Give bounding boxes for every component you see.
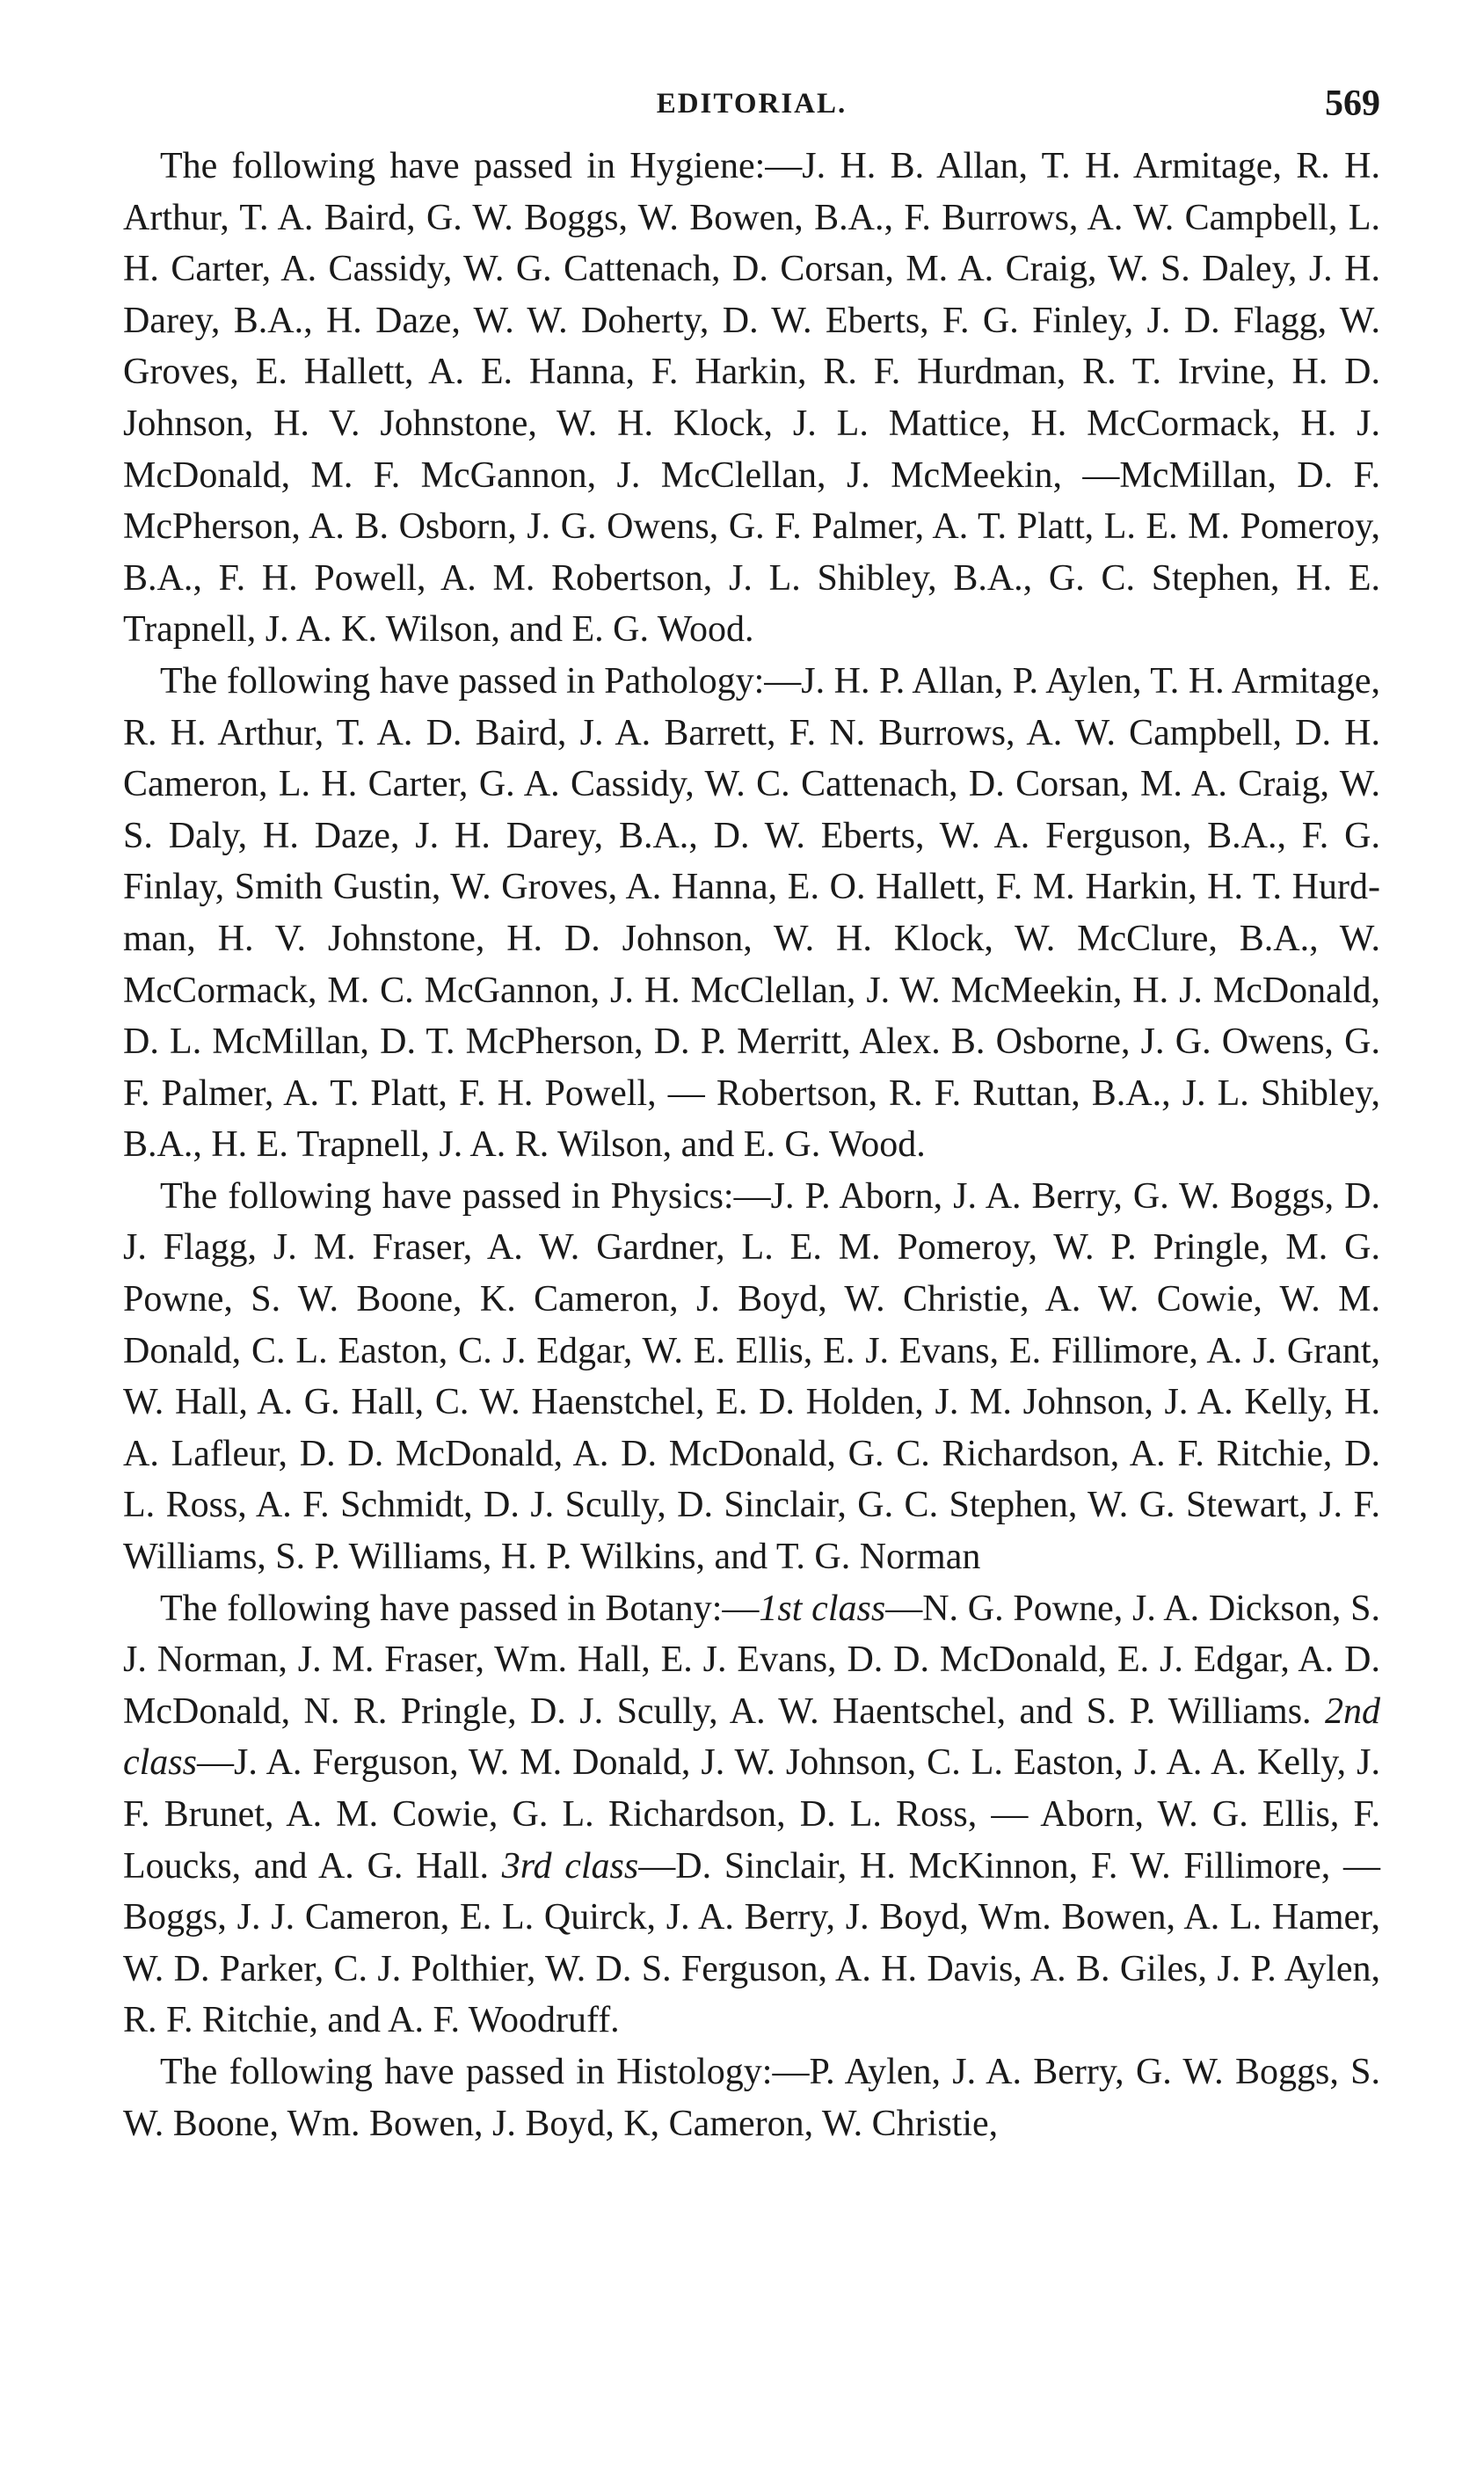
pathology-pass-list: The following have passed in Pathology:—J. H. P. Allan, P. Aylen, T. H. Armitage, R. H. Arthur, T. A. D. Baird, J. A. Barrett, F. N. Burrows, A. W. Campbell, D. H. Cameron, L. H. Carter, G. A. Cassidy, W. C. Cattenach, D. Corsan, M. A. Craig, W. S. Daly, H. Daze, J. H. Darey, B.A., D. W. Eberts, W. A. Ferguson, B.A., F. G. Finlay, Smith Gustin, W. Groves, A. Hanna, E. O. Hallett, F. M. Harkin, H. T. Hurdman, H. V. Johnstone, H. D. Johnson, W. H. Klock, W. McClure, B.A., W. McCormack, M. C. McGannon, J. H. McClellan, J. W. McMeekin, H. J. McDonald, D. L. McMillan, D. T. McPherson, D. P. Merritt, Alex. B. Osborne, J. G. Owens, G. F. Palmer, A. T. Platt, F. H. Powell, — Robertson, R. F. Ruttan, B.A., J. L. Shibley, B.A., H. E. Trapnell, J. A. R. Wilson, and E. G. Wood. bbox=[123, 660, 1380, 1166]
botany-pass-list bbox=[123, 1583, 1380, 2047]
botany-second-class-label: 2nd class bbox=[123, 1690, 1380, 1784]
physics-pass-list: The following have passed in Physics:—J. P. Aborn, J. A. Berry, G. W. Boggs, D. J. Flagg, J. M. Fraser, A. W. Gardner, L. E. M. Pomeroy, W. P. Pringle, M. G. Powne, S. W. Boone, K. Cameron, J. Boyd, W. Christie, A. W. Cowie, W. M. Donald, C. L. Easton, C. J. Edgar, W. E. Ellis, E. J. Evans, E. Fillimore, A. J. Grant, W. Hall, A. G. Hall, C. W. Haenstchel, E. D. Holden, J. M. Johnson, J. A. Kelly, H. A. Lafleur, D. D. McDonald, A. D. McDonald, G. C. Richardson, A. F. Ritchie, D. L. Ross, A. F. Schmidt, D. J. Scully, D. Sinclair, G. C. Stephen, W. G. Stewart, J. F. Williams, S. P. Williams, H. P. Wilkins, and T. G. Norman bbox=[123, 1175, 1380, 1578]
botany-third-class-names: —D. Sinclair, H. McKinnon, F. W. Fillimore, — Boggs, J. J. Cameron, E. L. Quirck, J. A. Berry, J. Boyd, Wm. Bowen, A. L. Hamer, W. D. Parker, C. J. Polthier, W. D. S. Ferguson, A. H. Davis, A. B. Giles, J. P. Aylen, R. F. Ritchie, and A. F. Woodruff. bbox=[123, 1845, 1380, 2041]
histology-pass-list: The following have passed in Histology:—P. Aylen, J. A. Berry, G. W. Boggs, S. W. Boone, Wm. Bowen, J. Boyd, K, Cameron, W. Christie, bbox=[123, 2051, 1380, 2144]
page bbox=[123, 79, 1380, 2149]
page-number: 569 bbox=[1325, 84, 1380, 124]
running-title: EDITORIAL. bbox=[656, 88, 847, 120]
botany-second-class-names: —J. A. Ferguson, W. M. Donald, J. W. Johnson, C. L. Easton, J. A. A. Kelly, J. F. Brunet, A. M. Cowie, G. L. Richardson, D. L. Ross, — Aborn, W. G. Ellis, F. Loucks, and A. G. Hall. bbox=[123, 1742, 1380, 1887]
hygiene-pass-list: The following have passed in Hygiene:—J. H. B. Allan, T. H. Armitage, R. H. Arthur, T. A. Baird, G. W. Boggs, W. Bowen, B.A., F. Burrows, A. W. Campbell, L. H. Carter, A. Cassidy, W. G. Cattenach, D. Corsan, M. A. Craig, W. S. Daley, J. H. Darey, B.A., H. Daze, W. W. Doherty, D. W. Eberts, F. G. Finley, J. D. Flagg, W. Groves, E. Hallett, A. E. Hanna, F. Harkin, R. F. Hurdman, R. T. Irvine, H. D. Johnson, H. V. Johnstone, W. H. Klock, J. L. Mattice, H. McCormack, H. J. McDonald, M. F. McGannon, J. McClellan, J. McMeekin, —McMillan, D. F. McPherson, A. B. Osborn, J. G. Owens, G. F. Palmer, A. T. Platt, L. E. M. Pomeroy, B.A., F. H. Powell, A. M. Robertson, J. L. Shibley, B.A., G. C. Stephen, H. E. Trapnell, J. A. K. Wilson, and E. G. Wood. bbox=[123, 146, 1380, 651]
botany-intro: The following have passed in Botany:— bbox=[160, 1588, 760, 1629]
running-head bbox=[123, 79, 1380, 141]
botany-first-class-label: 1st class bbox=[759, 1588, 886, 1629]
botany-third-class-label: 3rd class bbox=[501, 1845, 639, 1887]
botany-first-class-names: —N. G. Powne, J. A. Dickson, S. J. Norman, J. M. Fraser, Wm. Hall, E. J. Evans, D. D. McDonald, E. J. Edgar, A. D. McDonald, N. R. Pringle, D. J. Scully, A. W. Haentschel, and S. P. Williams. bbox=[123, 1588, 1381, 1732]
